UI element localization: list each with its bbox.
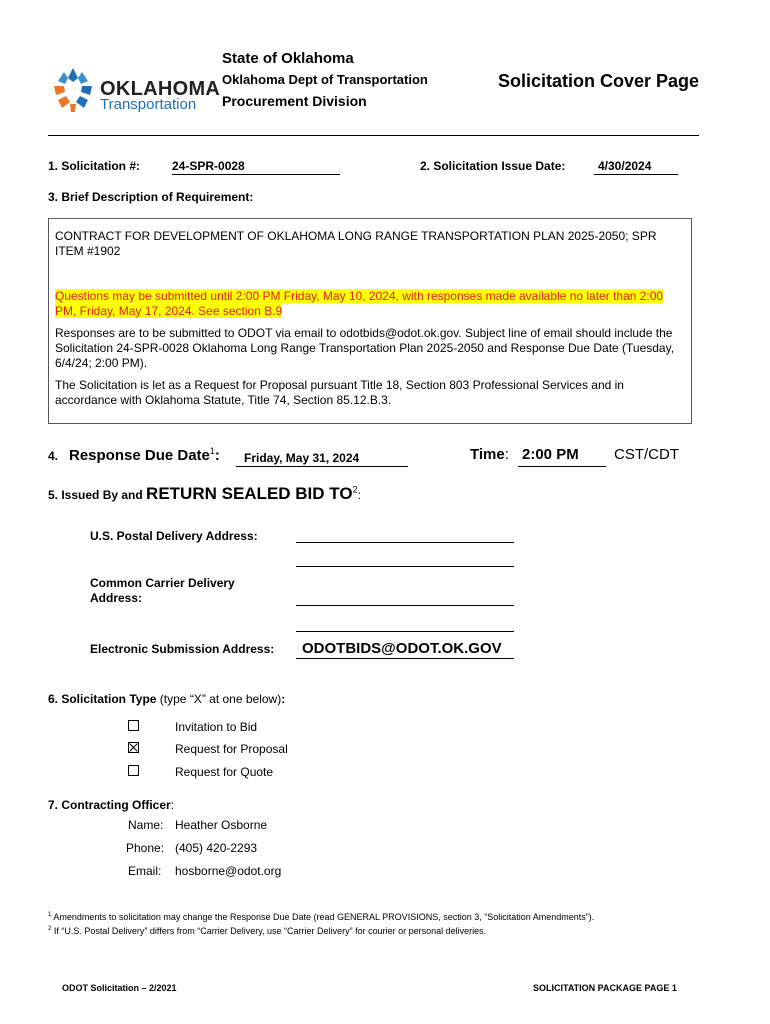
- issued-by-heading: [48, 484, 361, 504]
- checkbox-request-for-quote[interactable]: [128, 765, 139, 776]
- carrier-address-label-1: Common Carrier Delivery: [90, 576, 235, 590]
- ok-logo: [48, 64, 98, 114]
- officer-name-label: Name:: [128, 818, 164, 832]
- electronic-address-label: Electronic Submission Address:: [90, 642, 275, 656]
- issued-by-colon: :: [357, 488, 361, 502]
- issue-date-label: 2. Solicitation Issue Date:: [420, 159, 566, 173]
- header-department: Oklahoma Dept of Transportation: [222, 72, 428, 87]
- carrier-address-line-1[interactable]: [296, 592, 514, 606]
- contracting-officer-heading: [48, 796, 174, 814]
- option-request-for-proposal: Request for Proposal: [175, 742, 288, 756]
- carrier-address-line-2[interactable]: [296, 618, 514, 632]
- ok-logo-mark-icon: [48, 64, 98, 114]
- footnote-1-text: Amendments to solicitation may change the Response Due Date (read GENERAL PROVISIONS, section 3, “Solicitation Amendments”).: [51, 912, 595, 922]
- header-divider: [48, 135, 699, 136]
- solicitation-basis: The Solicitation is let as a Request for Proposal pursuant Title 18, Section 803 Professional Services and in accordance with Oklahoma Statute, Title 74, Section 85.12.B.3.: [55, 378, 624, 407]
- checkbox-request-for-proposal[interactable]: [128, 742, 139, 753]
- issue-date-field[interactable]: 4/30/2024: [594, 159, 678, 175]
- return-sealed-bid-label: RETURN SEALED BID TO: [146, 484, 353, 503]
- header-division: Procurement Division: [222, 93, 367, 109]
- issued-by-prefix: 5. Issued By and: [48, 488, 147, 502]
- description-label: 3. Brief Description of Requirement:: [48, 190, 254, 204]
- contracting-officer-colon: :: [170, 798, 175, 812]
- footnote-2: [48, 926, 486, 936]
- footer-page: SOLICITATION PACKAGE PAGE 1: [533, 983, 677, 993]
- response-due-date-field[interactable]: Friday, May 31, 2024: [236, 451, 408, 467]
- solicitation-type-hint: (type “X” at one below): [156, 692, 282, 706]
- carrier-address-label-2: Address:: [90, 591, 143, 605]
- solicitation-number-field[interactable]: 24-SPR-0028: [172, 159, 340, 175]
- time-field[interactable]: 2:00 PM: [518, 446, 606, 467]
- solicitation-type-heading: [48, 690, 285, 708]
- option-invitation-to-bid: Invitation to Bid: [175, 720, 258, 734]
- response-due-colon: :: [214, 447, 220, 464]
- header-state: State of Oklahoma: [222, 50, 354, 67]
- officer-name: Heather Osborne: [175, 818, 268, 832]
- footer-left: ODOT Solicitation – 2/2021: [62, 983, 177, 993]
- response-due-label: [69, 446, 220, 464]
- footnote-ref-2: 2: [352, 484, 358, 495]
- solicitation-number-label: 1. Solicitation #:: [48, 159, 141, 173]
- time-label-text: Time: [470, 446, 505, 463]
- response-num: 4.: [48, 449, 59, 463]
- contracting-officer-label: 7. Contracting Officer: [48, 798, 171, 812]
- option-request-for-quote: Request for Quote: [175, 765, 274, 779]
- postal-address-line-1[interactable]: [296, 529, 514, 543]
- postal-address-label: U.S. Postal Delivery Address:: [90, 529, 258, 543]
- footnote-ref-1: 1: [209, 446, 215, 456]
- officer-email-label: Email:: [128, 864, 162, 878]
- officer-email[interactable]: hosborne@odot.org: [175, 864, 282, 878]
- logo-subtitle: Transportation: [100, 96, 197, 113]
- postal-address-line-2[interactable]: [296, 553, 514, 567]
- officer-phone: (405) 420-2293: [175, 841, 258, 855]
- checkbox-invitation-to-bid[interactable]: [128, 720, 139, 731]
- logo-wordmark: OKLAHOMA: [100, 78, 221, 100]
- page-title: Solicitation Cover Page: [498, 71, 700, 91]
- electronic-address-field[interactable]: ODOTBIDS@ODOT.OK.GOV: [296, 640, 514, 659]
- time-label-colon: :: [504, 446, 509, 463]
- footnote-2-text: If “U.S. Postal Delivery” differs from “Carrier Delivery, use “Carrier Delivery” for courier or personal deliveries.: [51, 926, 487, 936]
- questions-notice: [55, 289, 680, 319]
- solicitation-type-label: 6. Solicitation Type: [48, 692, 157, 706]
- footnote-1: [48, 912, 594, 922]
- timezone: CST/CDT: [614, 446, 679, 463]
- submission-instructions: Responses are to be submitted to ODOT via email to odotbids@odot.ok.gov. Subject line of email should include the Solicitation 24-SPR-0028 Oklahoma Long Range Transportation Plan 2025-2050 and Response Due Date (Tuesday, 6/4/24; 2:00 PM).: [55, 326, 675, 370]
- officer-phone-label: Phone:: [126, 841, 165, 855]
- description-title: CONTRACT FOR DEVELOPMENT OF OKLAHOMA LONG RANGE TRANSPORTATION PLAN 2025-2050; SPR ITEM #1902: [55, 229, 657, 258]
- footnote-1-num: 1: [48, 912, 52, 918]
- solicitation-type-colon: :: [281, 692, 286, 706]
- response-due-label-text: Response Due Date: [69, 447, 210, 464]
- questions-notice-text: Questions may be submitted until 2:00 PM Friday, May 10, 2024, with responses made available no later than 2:00 PM, Friday, May 17, 2024. See section B.9: [55, 289, 664, 318]
- footnote-2-num: 2: [48, 926, 52, 932]
- description-box[interactable]: [48, 218, 692, 424]
- time-label: [470, 446, 509, 463]
